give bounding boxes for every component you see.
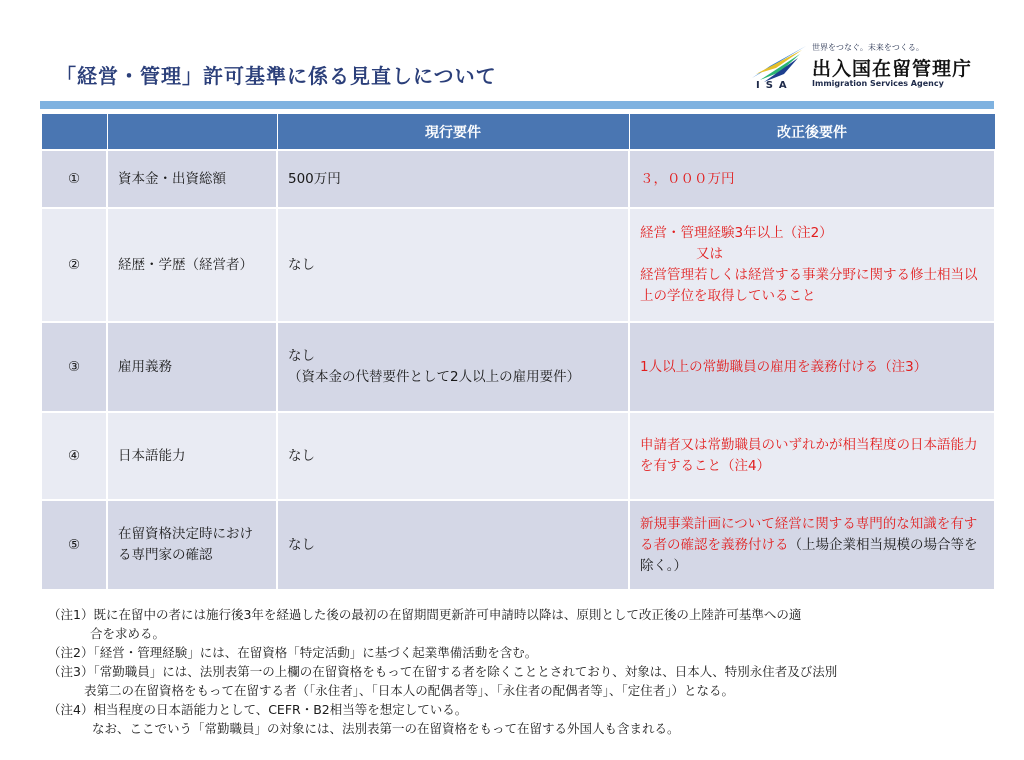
row-item: 経歴・学歴（経営者） [107,208,277,322]
row-current: なし [277,500,629,590]
note-3: （注3）「常勤職員」には、法別表第一の上欄の在留資格をもって在留する者を除くこととされており、対象は、日本人、特別永住者及び法別 [48,664,838,679]
revised-line: 経営・管理経験3年以上（注2） [640,225,833,241]
note-4: （注4）相当程度の日本語能力として、CEFR・B2相当等を想定している。 [48,702,468,717]
row-revised [629,208,995,322]
logo-agency-name: 出入国在留管理庁 [812,58,973,80]
row-item: 資本金・出資総額 [107,150,277,208]
current-line: （資本金の代替要件として2人以上の雇用要件） [288,369,581,385]
revised-line: 経営管理若しくは経営する事業分野に関する修士相当以上の学位を取得していること [640,267,978,304]
note-1-cont: 合を求める。 [90,626,166,641]
header-current: 現行要件 [277,114,629,151]
page-title: 「経営・管理」許可基準に係る見直しについて [56,64,497,88]
table-row [41,208,995,322]
table-row [41,322,995,412]
row-revised: 申請者又は常勤職員のいずれかが相当程度の日本語能力を有すること（注4） [629,412,995,500]
revised-line: 又は [696,246,723,262]
note-1: （注1）既に在留中の者には施行後3年を経過した後の最初の在留期間更新許可申請時以降は、原則として改正後の上陸許可基準への適 [48,607,802,622]
header-revised: 改正後要件 [629,114,995,151]
logo-agency-name-en: Immigration Services Agency [812,79,944,88]
table-row [41,150,995,208]
note-3-cont: 表第二の在留資格をもって在留する者（「永住者」、「日本人の配偶者等」、「永住者の配偶者等」、「定住者」）となる。 [84,683,735,698]
row-revised: ３，０００万円 [629,150,995,208]
row-number: ① [41,150,107,208]
note-2: （注2）「経営・管理経験」には、在留資格「特定活動」に基づく起業準備活動を含む。 [48,645,538,660]
row-item: 日本語能力 [107,412,277,500]
row-current: なし [277,208,629,322]
row-current: なし [277,412,629,500]
revised-red-text: 新規事業計画について経営に関する専門的な知識を有する者の確認を義務付ける [640,515,978,553]
header-number [41,114,107,151]
row-item: 在留資格決定時における専門家の確認 [107,500,277,590]
table-row [41,412,995,500]
row-number: ④ [41,412,107,500]
row-number: ② [41,208,107,322]
row-item: 雇用義務 [107,322,277,412]
table-header-row [41,114,995,151]
row-number: ⑤ [41,500,107,590]
isa-logo-icon [750,44,808,84]
row-revised: 1人以上の常勤職員の雇用を義務付ける（注3） [629,322,995,412]
agency-logo [750,40,1000,98]
revised-black-text: （上場企業相当規模の場合等を除く。） [640,536,978,574]
row-revised [629,500,995,590]
requirements-table [40,113,996,591]
row-current [277,322,629,412]
current-line: なし [288,348,315,364]
title-rule [40,101,994,109]
row-number: ③ [41,322,107,412]
logo-tagline: 世界をつなぐ。未来をつくる。 [812,43,924,52]
header-item [107,114,277,151]
row-current: 500万円 [277,150,629,208]
note-4-cont: なお、ここでいう「常勤職員」の対象には、法別表第一の在留資格をもって在留する外国人も含まれる。 [92,721,680,736]
table-row [41,500,995,590]
logo-abbr: ISA [756,80,793,91]
footnotes [48,605,998,738]
